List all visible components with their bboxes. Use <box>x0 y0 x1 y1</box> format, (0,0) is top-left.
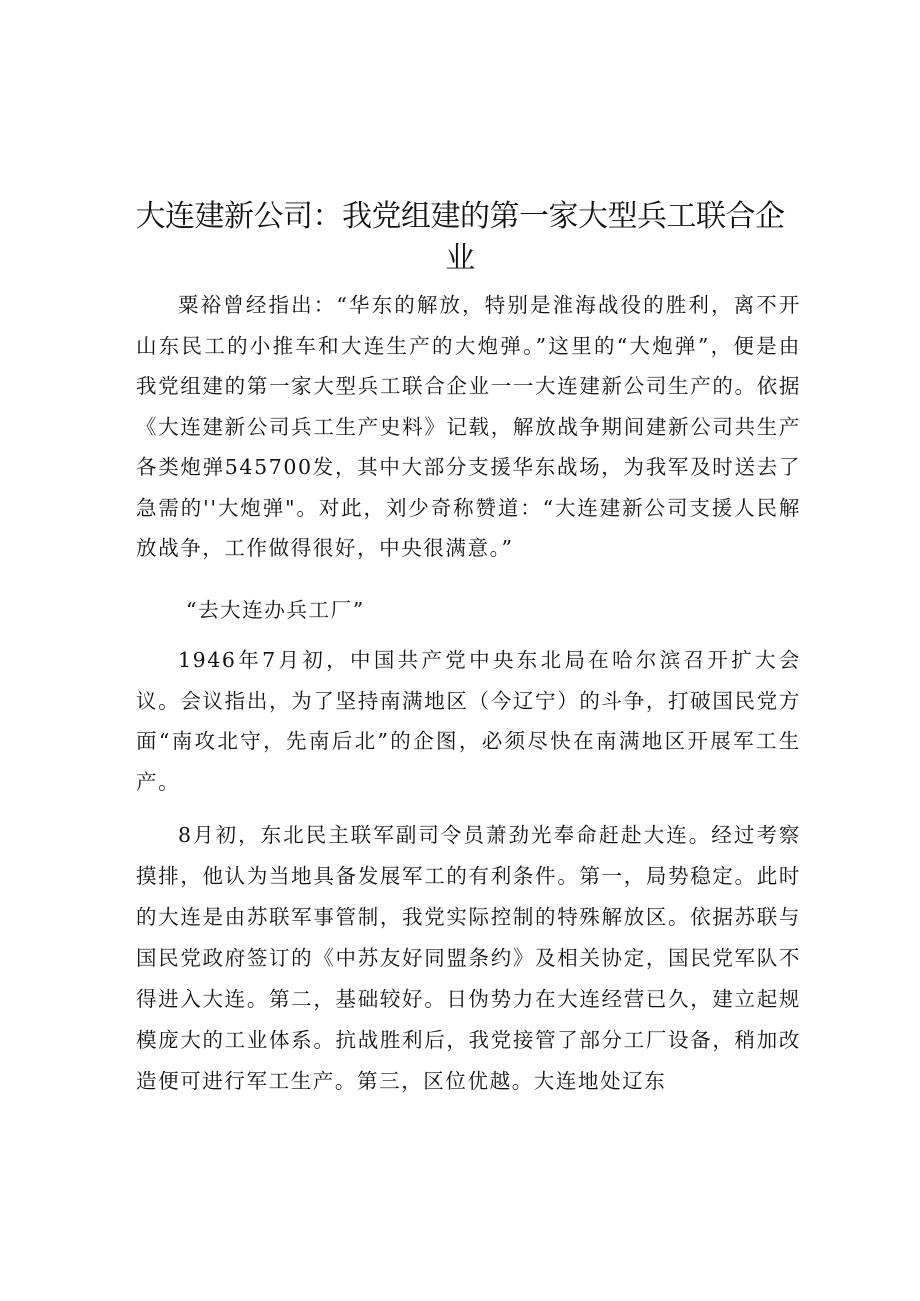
article-title: 大连建新公司：我党组建的第一家大型兵工联合企业 <box>135 199 785 276</box>
paragraph-meeting: 1946年7月初，中国共产党中央东北局在哈尔滨召开扩大会议。会议指出，为了坚持南满地区（今辽宁）的斗争，打破国民党方面“南攻北守，先南后北”的企图，必须尽快在南满地区开展军工生产。 <box>136 648 801 794</box>
section-subheading: “去大连办兵工厂” <box>186 598 365 622</box>
paragraph-dalian-conditions: 8月初，东北民主联军副司令员萧劲光奉命赶赴大连。经过考察摸排，他认为当地具备发展军工的有利条件。第一，局势稳定。此时的大连是由苏联军事管制，我党实际控制的特殊解放区。依据苏联与国民党政府签订的《中苏友好同盟条约》及相关协定，国民党军队不得进入大连。第二，基础较好。日伪势力在大连经营已久，建立起规模庞大的工业体系。抗战胜利后，我党接管了部分工厂设备，稍加改造便可进行军工生产。第三，区位优越。大连地处辽东 <box>136 823 801 1093</box>
paragraph-intro: 粟裕曾经指出：“华东的解放，特别是淮海战役的胜利，离不开山东民工的小推车和大连生产的大炮弹。”这里的“大炮弹”，便是由我党组建的第一家大型兵工联合企业一一大连建新公司生产的。依据《大连建新公司兵工生产史料》记载，解放战争期间建新公司共生产各类炮弹545700发，其中大部分支援华东战场，为我军及时送去了急需的''大炮弹"。对此，刘少奇称赞道：“大连建新公司支援人民解放战争，工作做得很好，中央很满意。” <box>136 293 801 560</box>
